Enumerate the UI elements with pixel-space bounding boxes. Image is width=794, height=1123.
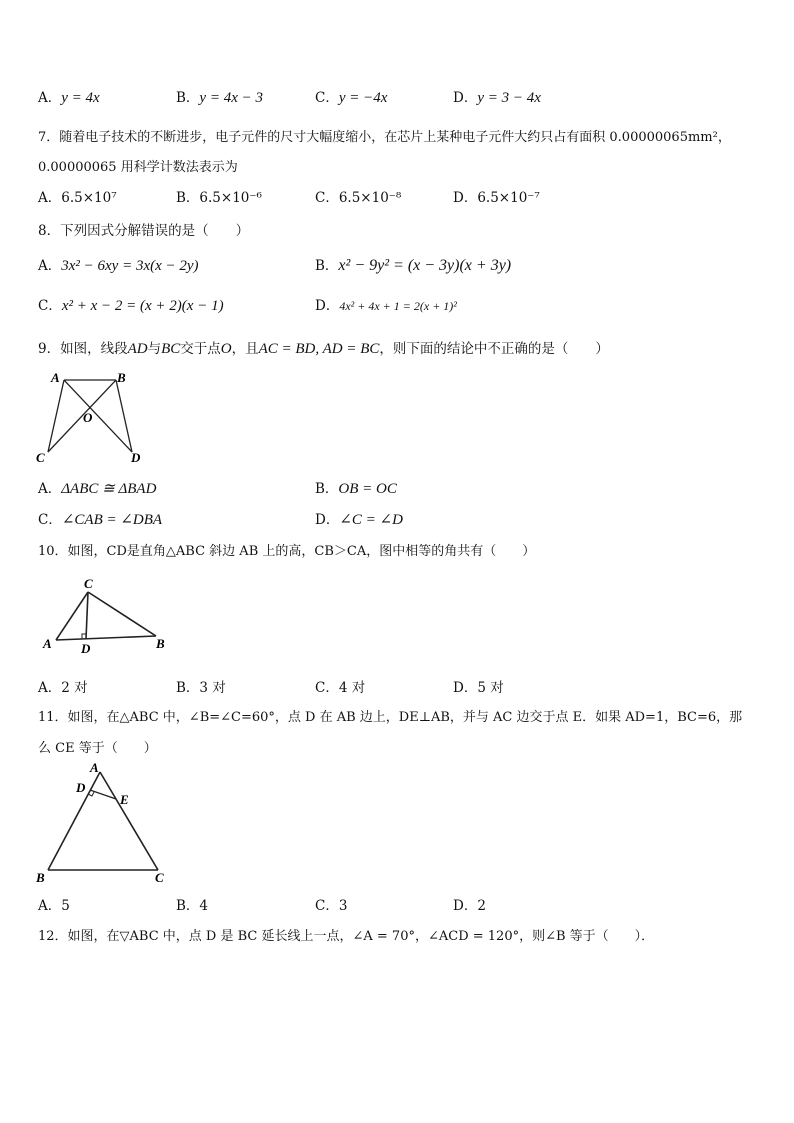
q11-figure [34,758,184,888]
q7-option-d: D．6.5×10⁻⁷ [453,190,540,206]
q8-option-b-label: B． [315,258,339,274]
q9-option-c [38,508,162,529]
q11-label-c: C [155,870,164,885]
q9-option-a [38,477,156,498]
q12-stem: 12．如图，在▽ABC 中，点 D 是 BC 延长线上一点，∠A = 70°，∠ACD = 120°，则∠B 等于（ ）． [38,929,655,944]
q6-option-d [453,86,541,107]
q9-option-b [315,477,397,498]
q9-option-d-label: D． [315,512,340,528]
q10-label-b: B [156,636,165,651]
q9-option-a-label: A． [38,481,62,497]
q10-line-ab [56,636,156,640]
q10-label-a: A [43,636,52,651]
q8-option-d-expr: 4x² + 4x + 1 = 2(x + 1)² [339,299,457,313]
q9-stem-pre: 9．如图，线段 [38,341,128,357]
q11-label-d: D [76,780,86,795]
q9-label-d: D [131,450,141,465]
q11-line-ac [100,772,158,870]
q6-option-b-label: B． [176,90,200,106]
q9-figure [34,370,154,470]
q11-stem-line1: 11．如图，在△ABC 中，∠B=∠C=60°，点 D 在 AB 边上，DE⊥AB，并与 AC 边交于点 E．如果 AD=1，BC=6，那 [38,710,743,725]
q10-label-c: C [84,576,93,591]
q9-segment-ad: AD [127,341,148,357]
q9-segment-bc: BC [161,341,181,357]
q9-stem [38,337,609,358]
q9-stem-mid2: 交于点 [180,341,221,357]
q9-options-row2 [38,508,758,530]
q7-stem-line2: 0.00000065 用科学计数法表示为 [38,160,238,175]
q10-figure [40,574,180,654]
q9-options-row1 [38,477,758,499]
q6-option-c-label: C． [315,90,339,106]
q9-option-c-label: C． [38,512,62,528]
q8-stem: 8．下列因式分解错误的是（ ） [38,223,250,239]
q11-option-a: A．5 [38,898,70,914]
q10-line-cb [88,592,156,636]
q10-line-cd [86,592,88,639]
q11-option-b: B．4 [176,898,209,914]
q8-option-b-expr: x² − 9y² = (x − 3y)(x + 3y) [338,257,512,274]
q6-option-d-label: D． [453,90,478,106]
q11-option-d: D．2 [453,898,486,914]
q11-option-c: C．3 [315,898,348,914]
q6-option-d-expr: y = 3 − 4x [477,90,541,106]
q11-label-a: A [90,760,99,775]
q10-stem: 10．如图，CD是直角△ABC 斜边 AB 上的高，CB＞CA，图中相等的角共有（ ） [38,544,536,559]
q9-label-c: C [36,450,45,465]
q8-option-a [38,254,199,275]
q7-stem-line1: 7．随着电子技术的不断进步，电子元件的尺寸大幅度缩小，在芯片上某种电子元件大约只占有面积 0.00000065mm²， [38,130,731,145]
q10-option-a: A．2 对 [38,680,88,696]
q9-label-o: O [83,410,93,425]
q9-stem-mid3: ，且 [231,341,259,357]
q8-option-c-expr: x² + x − 2 = (x + 2)(x − 1) [61,298,224,314]
q9-option-b-expr: OB = OC [338,481,397,497]
q9-stem-mid1: 与 [147,341,162,357]
q7-options [38,186,758,208]
q6-option-b [176,86,263,107]
q6-option-a-label: A． [38,90,62,106]
q8-options-row1 [38,254,758,278]
q8-option-d [315,294,457,314]
q8-option-a-label: A． [38,258,62,274]
q9-stem-post: ，则下面的结论中不正确的是（ ） [379,341,609,357]
q7-option-b: B．6.5×10⁻⁶ [176,190,262,206]
q10-option-b: B．3 对 [176,680,226,696]
q11-label-e: E [120,792,129,807]
q6-option-c-expr: y = −4x [338,90,388,106]
q9-option-b-label: B． [315,481,339,497]
q10-options [38,676,758,698]
q9-option-d-expr: ∠C = ∠D [339,512,403,528]
q9-option-c-expr: ∠CAB = ∠DBA [61,512,163,528]
q6-option-c [315,86,387,107]
q8-option-a-expr: 3x² − 6xy = 3x(x − 2y) [61,258,199,274]
q6-option-b-expr: y = 4x − 3 [199,90,263,106]
q9-line-bc [48,380,116,452]
q11-options [38,894,758,916]
q6-option-a [38,86,100,107]
q9-condition: AC = BD, AD = BC [258,341,380,357]
q10-label-d: D [81,641,91,654]
q11-stem-line2: 么 CE 等于（ ） [38,741,157,756]
q9-line-ac [48,380,64,452]
q11-line-ab [48,772,100,870]
q9-label-b: B [117,370,126,385]
q8-option-c-label: C． [38,298,62,314]
q6-option-a-expr: y = 4x [61,90,100,106]
q9-label-a: A [51,370,60,385]
q8-option-d-label: D． [315,298,340,314]
q6-options [38,86,758,108]
q8-options-row2 [38,294,758,318]
q9-line-ad [64,380,132,452]
q10-line-ac [56,592,88,640]
q9-option-a-expr: ΔABC ≅ ΔBAD [61,481,157,497]
q11-label-b: B [36,870,45,885]
q7-option-c: C．6.5×10⁻⁸ [315,190,402,206]
q7-option-a: A．6.5×10⁷ [38,190,117,206]
q9-option-d [315,508,403,529]
q9-point-o: O [220,341,232,357]
q8-option-b [315,254,511,275]
q9-line-bd [116,380,132,452]
q10-option-d: D．5 对 [453,680,504,696]
q8-option-c [38,294,224,315]
q10-option-c: C．4 对 [315,680,366,696]
